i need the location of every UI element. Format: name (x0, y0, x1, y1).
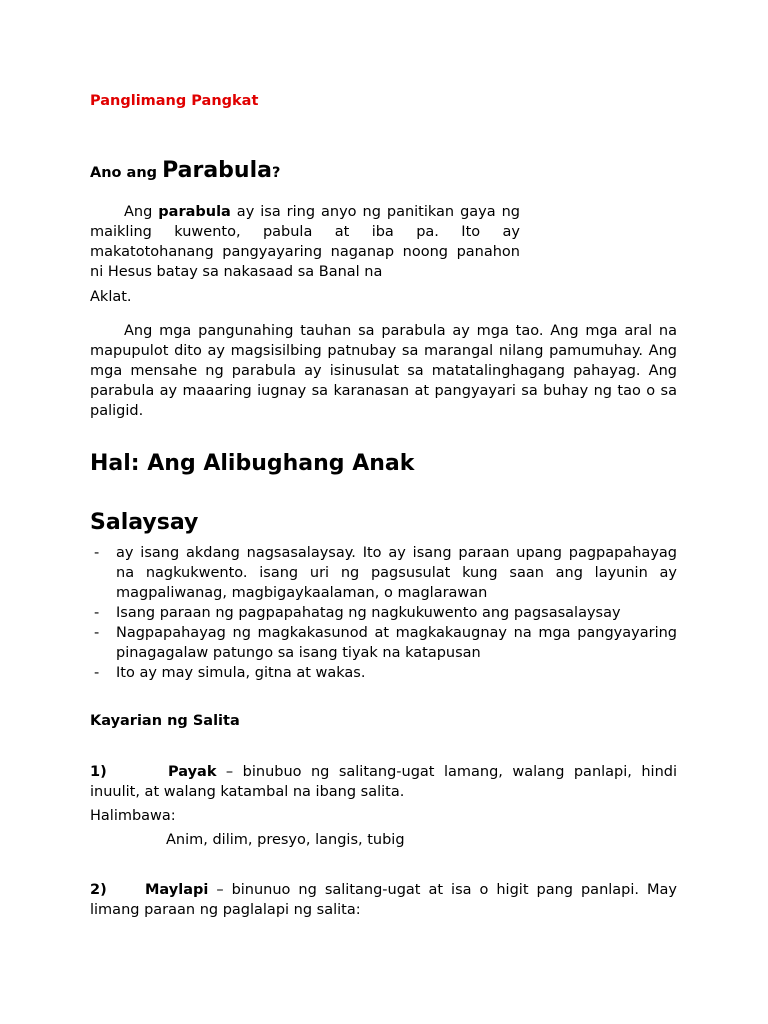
para2-text: Ang mga pangunahing tauhan sa parabula ay mga tao. Ang mga aral na mapupulot dito ay magsisilbing patnubay sa marangal nilang pamumuhay. Ang mga mensahe ng parabula ay isinusulat sa matatalinghagang pahayag. Ang parabula ay maaaring iugnay sa karanasan at pangyayari sa buhay ng tao o sa paligid. (90, 323, 677, 419)
salaysay-list (90, 543, 677, 683)
maylapi-number: 2) (90, 882, 107, 898)
payak-desc: – binubuo ng salitang-ugat lamang, walang panlapi, hindi inuulit, at walang katambal na ibang salita. (90, 764, 677, 800)
maylapi-term: Maylapi (145, 882, 209, 898)
example-label: Halimbawa: (90, 808, 176, 824)
payak-examples: Anim, dilim, presyo, langis, tubig (166, 832, 405, 848)
para1-term: parabula (158, 204, 231, 220)
para1-tail: Aklat. (90, 289, 132, 305)
question-term: Parabula (162, 158, 272, 183)
para1-rest: ay isa ring anyo ng panitikan gaya ng maikling kuwento, pabula at iba pa. Ito ay makatotohanang pangyayaring naganap noong panahon ni Hesus batay sa nakasaad sa Banal na (90, 204, 520, 280)
parabula-description (90, 321, 677, 421)
payak-term: Payak (168, 764, 217, 780)
list-item: - Nagpapahayag ng magkakasunod at magkakaugnay na mga pangyayaring pinagagalaw patungo sa isang tiyak na katapusan (94, 625, 677, 661)
para1-lead: Ang (124, 204, 159, 220)
salaysay-heading: Salaysay (90, 510, 199, 535)
payak-definition (90, 762, 677, 802)
question-heading (90, 156, 280, 188)
list-item: - ay isang akdang nagsasalaysay. Ito ay isang paraan upang pagpapahayag na nagkukwento. isang uri ng pagsusulat kung saan ang layunin ay magpaliwanag, magbigaykaalaman, o maglarawan (94, 545, 677, 601)
question-mark: ? (271, 165, 281, 181)
payak-number: 1) (90, 764, 107, 780)
question-pre: Ano ang (90, 165, 163, 181)
list-item: - Ito ay may simula, gitna at wakas. (94, 665, 366, 681)
list-item: - Isang paraan ng pagpapahatag ng nagkukuwento ang pagsasalaysay (94, 605, 621, 621)
maylapi-definition (90, 880, 677, 920)
maylapi-desc: – binunuo ng salitang-ugat at isa o higit pang panlapi. May limang paraan ng paglalapi ng salita: (90, 882, 677, 918)
parabula-definition (90, 202, 520, 282)
example-heading: Hal: Ang Alibughang Anak (90, 451, 415, 476)
section-label: Panglimang Pangkat (90, 93, 259, 109)
kayarian-subheading: Kayarian ng Salita (90, 713, 240, 729)
